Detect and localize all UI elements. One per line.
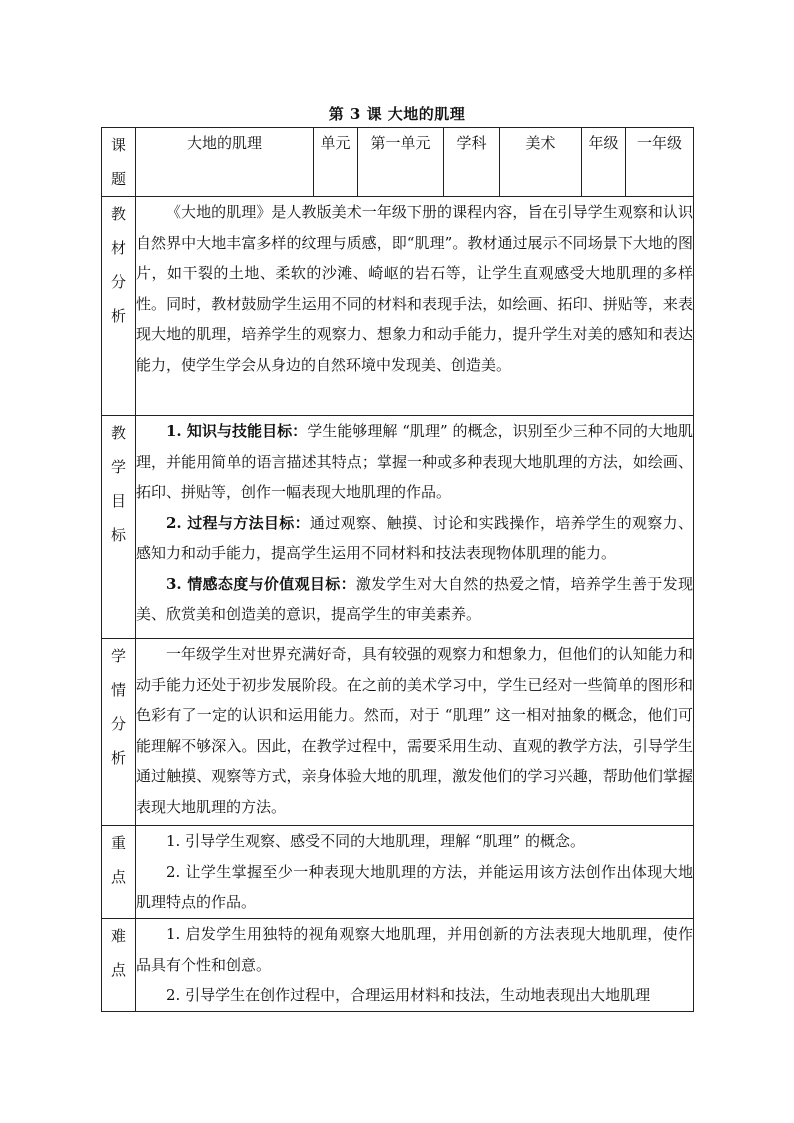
nandian-content — [136, 919, 694, 1012]
mubiao-item-2 — [136, 508, 693, 569]
mubiao-item-2-head: 2. 过程与方法目标： — [166, 513, 310, 532]
keti-label-cell — [102, 128, 136, 197]
xueke-label: 学科 — [444, 128, 500, 197]
mubiao-content — [136, 416, 694, 639]
jiaocai-row — [102, 197, 694, 416]
nandian-label: 难点 — [110, 927, 126, 979]
lesson-plan-table — [101, 127, 694, 1012]
mubiao-label: 教学目标 — [110, 424, 126, 544]
xueqing-text: 一年级学生对世界充满好奇，具有较强的观察力和想象力，但他们的认知能力和动手能力还处于初步发展阶段。在之前的美术学习中，学生已经对一些简单的图形和色彩有了一定的认识和运用能力。然而，对于 “肌理” 这一相对抽象的概念，他们可能理解不够深入。因此，在教学过程中，需要采用生动、直观的教学方法，引导学生通过触摸、观察等方式，亲身体验大地的肌理，激发他们的学习兴趣，帮助他们掌握表现大地肌理的方法。 — [136, 645, 693, 816]
nianji-value: 一年级 — [626, 128, 694, 197]
zhongdian-label: 重点 — [110, 834, 126, 886]
mubiao-item-1-head: 1. 知识与技能目标： — [166, 422, 308, 440]
header-row — [102, 128, 694, 197]
nandian-row — [102, 919, 694, 1012]
keti-label: 课题 — [110, 136, 126, 188]
xueqing-label: 学情分析 — [110, 647, 126, 767]
zhongdian-item-2: 2. 让学生掌握至少一种表现大地肌理的方法，并能运用该方法创作出体现大地肌理特点的作品。 — [136, 862, 693, 911]
mubiao-item-1-text: 学生能够理解 “肌理” 的概念，识别至少三种不同的大地肌理，并能用简单的语言描述其特点；掌握一种或多种表现大地肌理的方法，如绘画、拓印、拼贴等，创作一幅表现大地肌理的作品。 — [136, 422, 693, 501]
xueqing-label-cell — [102, 639, 136, 826]
zhongdian-content — [136, 826, 694, 919]
keti-value: 大地的肌理 — [136, 128, 314, 197]
nandian-label-cell — [102, 919, 136, 1012]
xueqing-row — [102, 639, 694, 826]
danyuan-value: 第一单元 — [358, 128, 444, 197]
nandian-item-1: 1. 启发学生用独特的视角观察大地肌理，并用创新的方法表现大地肌理，使作品具有个性和创意。 — [136, 925, 693, 974]
jiaocai-content — [136, 197, 694, 416]
zhongdian-row — [102, 826, 694, 919]
jiaocai-label-cell — [102, 197, 136, 416]
danyuan-label: 单元 — [314, 128, 358, 197]
mubiao-item-3-text: 激发学生对大自然的热爱之情，培养学生善于发现美、欣赏美和创造美的意识，提高学生的审美素养。 — [136, 574, 693, 623]
mubiao-item-2-text: 通过观察、触摸、讨论和实践操作，培养学生的观察力、感知力和动手能力，提高学生运用不同材料和技法表现物体肌理的能力。 — [136, 513, 693, 562]
jiaocai-label: 教材分析 — [110, 205, 126, 325]
zhongdian-item-1: 1. 引导学生观察、感受不同的大地肌理，理解 “肌理” 的概念。 — [166, 832, 585, 850]
xueqing-content — [136, 639, 694, 826]
zhongdian-label-cell — [102, 826, 136, 919]
page-title: 第 3 课 大地的肌理 — [328, 105, 466, 123]
nandian-item-2: 2. 引导学生在创作过程中，合理运用材料和技法，生动地表现出大地肌理 — [166, 986, 651, 1004]
mubiao-item-1 — [136, 416, 693, 508]
jiaocai-text: 《大地的肌理》是人教版美术一年级下册的课程内容，旨在引导学生观察和认识自然界中大地丰富多样的纹理与质感，即“肌理”。教材通过展示不同场景下大地的图片，如干裂的土地、柔软的沙滩、崎岖的岩石等，让学生直观感受大地肌理的多样性。同时，教材鼓励学生运用不同的材料和表现手法，如绘画、拓印、拼贴等，来表现大地的肌理，培养学生的观察力、想象力和动手能力，提升学生对美的感知和表达能力，使学生学会从身边的自然环境中发现美、创造美。 — [136, 203, 693, 374]
mubiao-row — [102, 416, 694, 639]
mubiao-label-cell — [102, 416, 136, 639]
mubiao-item-3-head: 3. 情感态度与价值观目标： — [166, 574, 356, 593]
mubiao-item-3 — [136, 569, 693, 630]
xueke-value: 美术 — [500, 128, 582, 197]
nianji-label: 年级 — [582, 128, 626, 197]
